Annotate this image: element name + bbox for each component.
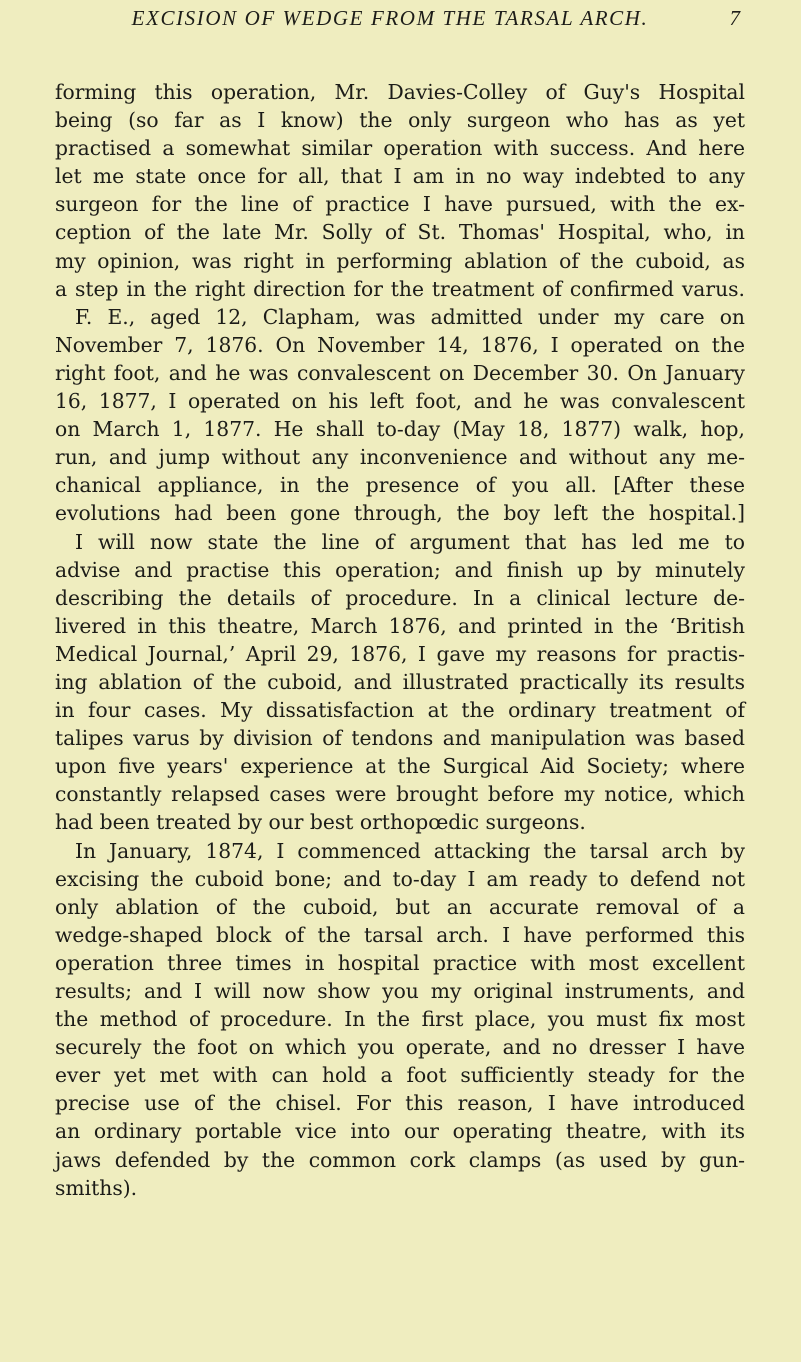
- text-line: November 7, 1876. On November 14, 1876, I operated on the: [55, 332, 745, 357]
- text-line: talipes varus by division of tendons and manipulation was based: [55, 726, 745, 751]
- text-line: on March 1, 1877. He shall to-day (May 18, 1877) walk, hop,: [55, 417, 745, 442]
- text-line: surgeon for the line of practice I have pursued, with the ex-: [55, 192, 745, 217]
- running-head: [60, 6, 740, 36]
- text-line: excising the cuboid bone; and to-day I am ready to defend not: [55, 866, 745, 891]
- text-line: practised a somewhat similar operation with success. And here: [55, 136, 745, 161]
- text-line: ing ablation of the cuboid, and illustrated practically its results: [55, 669, 745, 694]
- text-line: ception of the late Mr. Solly of St. Thomas' Hospital, who, in: [55, 220, 745, 245]
- text-line: evolutions had been gone through, the boy left the hospital.]: [55, 501, 745, 526]
- paragraph-end-line: had been treated by our best orthopœdic surgeons.: [55, 810, 586, 835]
- text-line: chanical appliance, in the presence of you all. [After these: [55, 473, 745, 498]
- text-line: upon five years' experience at the Surgical Aid Society; where: [55, 754, 745, 779]
- text-line: wedge-shaped block of the tarsal arch. I have performed this: [55, 922, 745, 947]
- text-line: an ordinary portable vice into our operating theatre, with its: [55, 1119, 745, 1144]
- text-line: livered in this theatre, March 1876, and printed in the ‘British: [55, 613, 745, 638]
- text-line: a step in the right direction for the treatment of confirmed varus.: [55, 276, 745, 301]
- text-line: advise and practise this operation; and finish up by minutely: [55, 557, 745, 582]
- text-line: constantly relapsed cases were brought before my notice, which: [55, 782, 745, 807]
- text-line: only ablation of the cuboid, but an accurate removal of a: [55, 894, 745, 919]
- text-line: precise use of the chisel. For this reason, I have introduced: [55, 1091, 745, 1116]
- text-line: the method of procedure. In the first place, you must fix most: [55, 1007, 745, 1032]
- text-line: being (so far as I know) the only surgeon who has as yet: [55, 108, 745, 133]
- paragraph-start-line: In January, 1874, I commenced attacking the tarsal arch by: [75, 838, 745, 863]
- text-line: results; and I will now show you my original instruments, and: [55, 979, 745, 1003]
- text-line: right foot, and he was convalescent on December 30. On January: [55, 360, 745, 385]
- page-number: 7: [729, 6, 740, 30]
- text-line: operation three times in hospital practice with most excellent: [55, 950, 745, 975]
- text-line: ever yet met with can hold a foot sufficiently steady for the: [55, 1063, 745, 1088]
- text-line: describing the details of procedure. In a clinical lecture de-: [55, 585, 745, 610]
- text-line: let me state once for all, that I am in no way indebted to any: [55, 164, 745, 189]
- text-line: Medical Journal,’ April 29, 1876, I gave my reasons for practis-: [55, 641, 745, 666]
- text-line: jaws defended by the common cork clamps (as used by gun-: [55, 1147, 745, 1172]
- paragraph-start-line: I will now state the line of argument that has led me to: [75, 529, 745, 554]
- body-text: [55, 78, 745, 1202]
- running-title: EXCISION OF WEDGE FROM THE TARSAL ARCH.: [131, 6, 649, 30]
- text-line: my opinion, was right in performing ablation of the cuboid, as: [55, 248, 745, 273]
- text-line: in four cases. My dissatisfaction at the ordinary treatment of: [55, 698, 745, 723]
- text-line: run, and jump without any inconvenience and without any me-: [55, 445, 745, 470]
- text-line: 16, 1877, I operated on his left foot, and he was convalescent: [55, 389, 745, 414]
- paragraph-end-line: smiths).: [55, 1175, 138, 1200]
- paragraph-start-line: F. E., aged 12, Clapham, was admitted under my care on: [75, 304, 745, 329]
- text-line: forming this operation, Mr. Davies-Colley of Guy's Hospital: [55, 80, 745, 104]
- text-line: securely the foot on which you operate, and no dresser I have: [55, 1035, 745, 1060]
